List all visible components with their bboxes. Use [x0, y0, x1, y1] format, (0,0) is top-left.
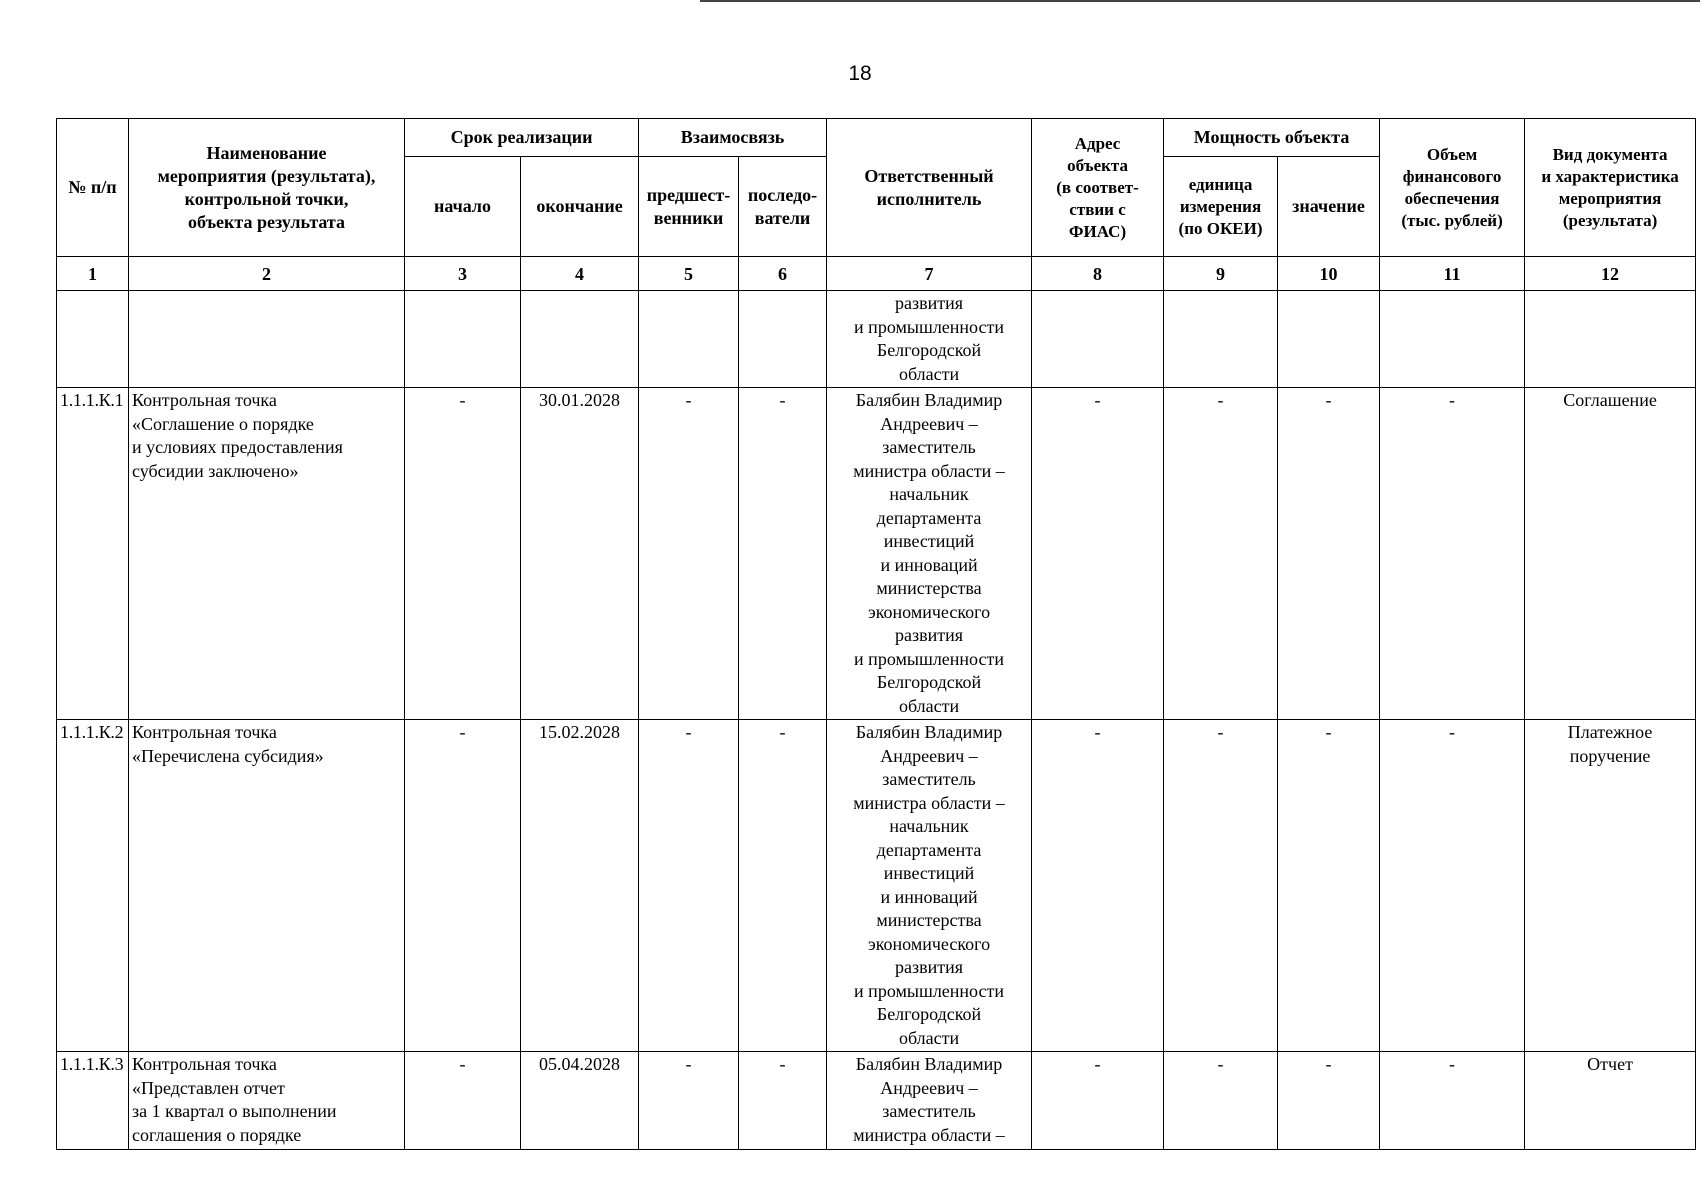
- cell-start: -: [405, 1052, 521, 1150]
- cell-start: -: [405, 720, 521, 1052]
- column-number: 8: [1032, 257, 1164, 291]
- top-edge-line: [700, 0, 1700, 2]
- cell-document: Соглашение: [1525, 388, 1696, 720]
- cell-value: -: [1278, 388, 1380, 720]
- header-col-start: начало: [405, 157, 521, 257]
- cell-name: Контрольная точка «Представлен отчет за 1 квартал о выполнении соглашения о порядке: [129, 1052, 405, 1150]
- cell-predecessors: -: [639, 1052, 739, 1150]
- cell-empty: [739, 291, 827, 388]
- table-row: [57, 1052, 1696, 1150]
- cell-empty: [639, 291, 739, 388]
- column-number: 9: [1164, 257, 1278, 291]
- header-col-address: Адрес объекта (в соответ- ствии с ФИАС): [1032, 119, 1164, 257]
- cell-executor: Балябин Владимир Андреевич – заместитель министра области –: [827, 1052, 1032, 1150]
- cell-document: Отчет: [1525, 1052, 1696, 1150]
- cell-empty: [1380, 291, 1525, 388]
- cell-empty: [57, 291, 129, 388]
- cell-end: 30.01.2028: [521, 388, 639, 720]
- cell-finance: -: [1380, 388, 1525, 720]
- table-row-continuation: [57, 291, 1696, 388]
- column-number: 4: [521, 257, 639, 291]
- cell-id: 1.1.1.К.1: [57, 388, 129, 720]
- cell-empty: [1278, 291, 1380, 388]
- column-number: 3: [405, 257, 521, 291]
- cell-end: 05.04.2028: [521, 1052, 639, 1150]
- cell-executor: Балябин Владимир Андреевич – заместитель министра области – начальник департамента инвестиций и инноваций министерства экономического развития и промышленности Белгородской области: [827, 388, 1032, 720]
- header-col-predecessors: предшест- венники: [639, 157, 739, 257]
- cell-finance: -: [1380, 720, 1525, 1052]
- cell-address: -: [1032, 1052, 1164, 1150]
- cell-document: Платежное поручение: [1525, 720, 1696, 1052]
- cell-name: Контрольная точка «Перечислена субсидия»: [129, 720, 405, 1052]
- cell-empty: [1032, 291, 1164, 388]
- column-number: 12: [1525, 257, 1696, 291]
- header-col-name: Наименование мероприятия (результата), контрольной точки, объекта результата: [129, 119, 405, 257]
- cell-value: -: [1278, 720, 1380, 1052]
- cell-empty: [521, 291, 639, 388]
- cell-empty: [1525, 291, 1696, 388]
- column-number: 2: [129, 257, 405, 291]
- header-col-finance: Объем финансового обеспечения (тыс. рублей): [1380, 119, 1525, 257]
- cell-empty: [129, 291, 405, 388]
- header-row-1: [57, 119, 1696, 157]
- cell-name: Контрольная точка «Соглашение о порядке и условиях предоставления субсидии заключено»: [129, 388, 405, 720]
- cell-successors: -: [739, 720, 827, 1052]
- cell-unit: -: [1164, 1052, 1278, 1150]
- header-col-value: значение: [1278, 157, 1380, 257]
- cell-end: 15.02.2028: [521, 720, 639, 1052]
- column-number: 10: [1278, 257, 1380, 291]
- column-number: 7: [827, 257, 1032, 291]
- cell-empty: [405, 291, 521, 388]
- header-col-end: окончание: [521, 157, 639, 257]
- column-number: 5: [639, 257, 739, 291]
- cell-value: -: [1278, 1052, 1380, 1150]
- header-col-document: Вид документа и характеристика мероприятия (результата): [1525, 119, 1696, 257]
- cell-id: 1.1.1.К.2: [57, 720, 129, 1052]
- cell-successors: -: [739, 388, 827, 720]
- cell-unit: -: [1164, 388, 1278, 720]
- column-number-row: [57, 257, 1696, 291]
- cell-executor: развития и промышленности Белгородской области: [827, 291, 1032, 388]
- cell-address: -: [1032, 720, 1164, 1052]
- cell-start: -: [405, 388, 521, 720]
- cell-successors: -: [739, 1052, 827, 1150]
- table-row: [57, 720, 1696, 1052]
- header-col-successors: последо- ватели: [739, 157, 827, 257]
- header-col-unit: единица измерения (по ОКЕИ): [1164, 157, 1278, 257]
- cell-empty: [1164, 291, 1278, 388]
- cell-unit: -: [1164, 720, 1278, 1052]
- cell-predecessors: -: [639, 388, 739, 720]
- header-group-term: Срок реализации: [405, 119, 639, 157]
- header-group-link: Взаимосвязь: [639, 119, 827, 157]
- cell-predecessors: -: [639, 720, 739, 1052]
- cell-executor: Балябин Владимир Андреевич – заместитель министра области – начальник департамента инвестиций и инноваций министерства экономического развития и промышленности Белгородской области: [827, 720, 1032, 1052]
- cell-finance: -: [1380, 1052, 1525, 1150]
- header-col-executor: Ответственный исполнитель: [827, 119, 1032, 257]
- column-number: 6: [739, 257, 827, 291]
- table-row: [57, 388, 1696, 720]
- column-number: 11: [1380, 257, 1525, 291]
- cell-address: -: [1032, 388, 1164, 720]
- header-col-number: № п/п: [57, 119, 129, 257]
- column-number: 1: [57, 257, 129, 291]
- header-group-capacity: Мощность объекта: [1164, 119, 1380, 157]
- cell-id: 1.1.1.К.3: [57, 1052, 129, 1150]
- page-number: 18: [848, 62, 872, 85]
- events-table: [56, 118, 1696, 1150]
